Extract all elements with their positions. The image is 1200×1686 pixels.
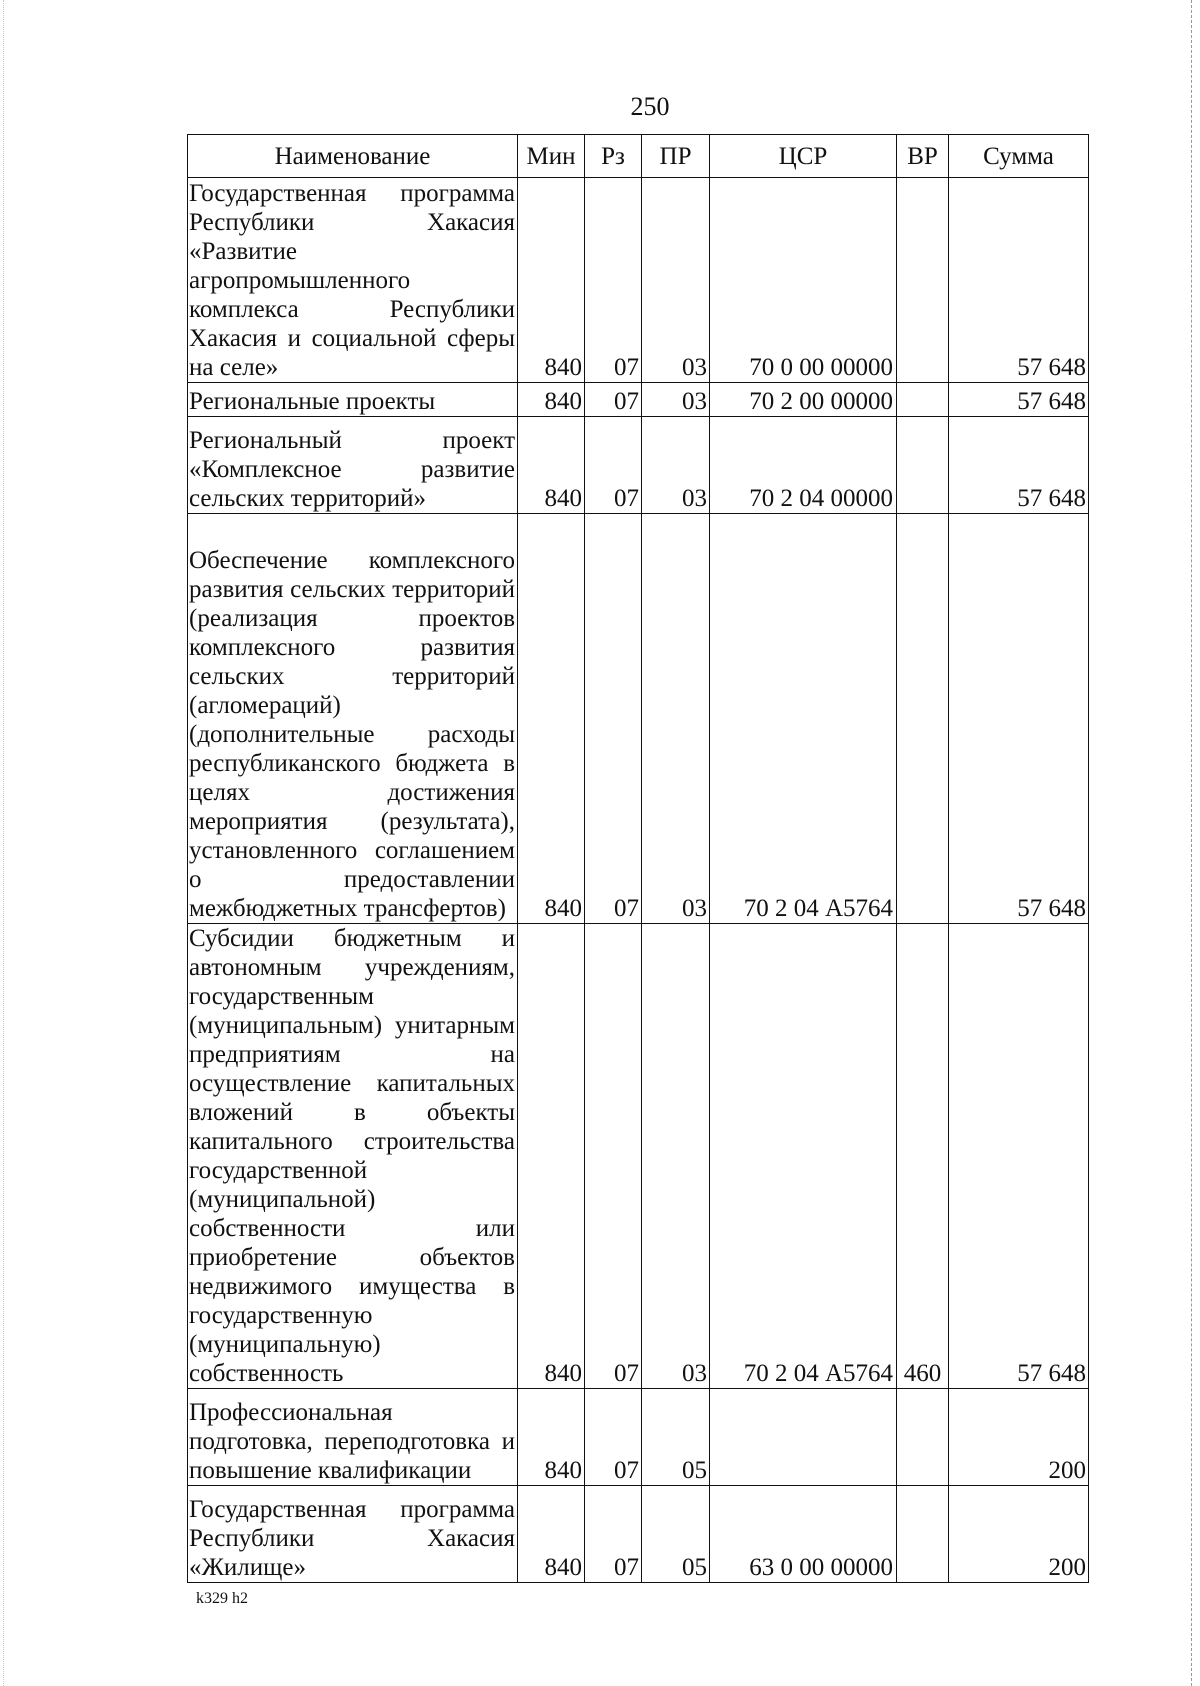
row-pr: 03	[642, 514, 710, 924]
row-min: 840	[518, 178, 585, 383]
row-csr	[710, 1389, 897, 1486]
row-vr	[897, 514, 949, 924]
row-vr	[897, 1389, 949, 1486]
row-name: Субсидии бюджетным и автономным учреждениям, государственным (муниципальным) унитарным предприятиям на осуществление капитальных вложений в объекты капитального строительства государственной (муниципальной) собственности или приобретение объектов недвижимого имущества в государственную (муниципальную) собственность	[188, 924, 518, 1389]
row-sum: 200	[949, 1389, 1089, 1486]
table-header-row	[188, 135, 1089, 178]
row-sum: 57 648	[949, 924, 1089, 1389]
row-csr: 70 0 00 00000	[710, 178, 897, 383]
row-rz: 07	[585, 1486, 642, 1583]
row-vr	[897, 417, 949, 514]
header-csr: ЦСР	[710, 135, 897, 178]
row-min: 840	[518, 514, 585, 924]
table-row	[188, 417, 1089, 514]
table-row	[188, 514, 1089, 924]
budget-table	[187, 134, 1089, 1583]
row-pr: 03	[642, 178, 710, 383]
row-pr: 05	[642, 1486, 710, 1583]
row-pr: 03	[642, 924, 710, 1389]
table-row	[188, 1389, 1089, 1486]
row-min: 840	[518, 1389, 585, 1486]
row-pr: 03	[642, 417, 710, 514]
table-row	[188, 1486, 1089, 1583]
scan-edge-right	[1191, 0, 1192, 1686]
row-csr: 70 2 00 00000	[710, 383, 897, 417]
row-sum: 57 648	[949, 514, 1089, 924]
row-min: 840	[518, 924, 585, 1389]
row-sum: 57 648	[949, 417, 1089, 514]
row-name: Государственная программа Республики Хакасия «Развитие агропромышленного комплекса Республики Хакасия и социальной сферы на селе»	[188, 178, 518, 383]
header-min: Мин	[518, 135, 585, 178]
header-sum: Сумма	[949, 135, 1089, 178]
row-rz: 07	[585, 178, 642, 383]
row-csr: 70 2 04 А5764	[710, 514, 897, 924]
header-vr: ВР	[897, 135, 949, 178]
row-name: Государственная программа Республики Хакасия «Жилище»	[188, 1486, 518, 1583]
row-rz: 07	[585, 924, 642, 1389]
table-row	[188, 178, 1089, 383]
row-vr	[897, 1486, 949, 1583]
row-sum: 57 648	[949, 178, 1089, 383]
row-min: 840	[518, 1486, 585, 1583]
row-rz: 07	[585, 1389, 642, 1486]
row-vr	[897, 383, 949, 417]
table-row	[188, 383, 1089, 417]
row-vr	[897, 178, 949, 383]
row-name: Обеспечение комплексного развития сельских территорий (реализация проектов комплексного развития сельских территорий (агломераций) (дополнительные расходы республиканского бюджета в целях достижения мероприятия (результата), установленного соглашением о предоставлении межбюджетных трансфертов)	[188, 514, 518, 924]
row-name: Региональные проекты	[188, 383, 518, 417]
header-pr: ПР	[642, 135, 710, 178]
row-pr: 03	[642, 383, 710, 417]
row-min: 840	[518, 383, 585, 417]
row-sum: 57 648	[949, 383, 1089, 417]
row-rz: 07	[585, 383, 642, 417]
row-pr: 05	[642, 1389, 710, 1486]
page-number: 250	[630, 92, 670, 121]
table-row	[188, 924, 1089, 1389]
footer-code: k329 h2	[196, 1590, 248, 1607]
row-sum: 200	[949, 1486, 1089, 1583]
header-name: Наименование	[188, 135, 518, 178]
row-name: Профессиональная подготовка, переподготовка и повышение квалификации	[188, 1389, 518, 1486]
row-csr: 70 2 04 00000	[710, 417, 897, 514]
row-rz: 07	[585, 417, 642, 514]
row-name: Региональный проект «Комплексное развитие сельских территорий»	[188, 417, 518, 514]
header-rz: Рз	[585, 135, 642, 178]
row-rz: 07	[585, 514, 642, 924]
row-csr: 70 2 04 А5764	[710, 924, 897, 1389]
row-vr: 460	[897, 924, 949, 1389]
scan-edge-left	[3, 0, 4, 1686]
row-min: 840	[518, 417, 585, 514]
row-csr: 63 0 00 00000	[710, 1486, 897, 1583]
